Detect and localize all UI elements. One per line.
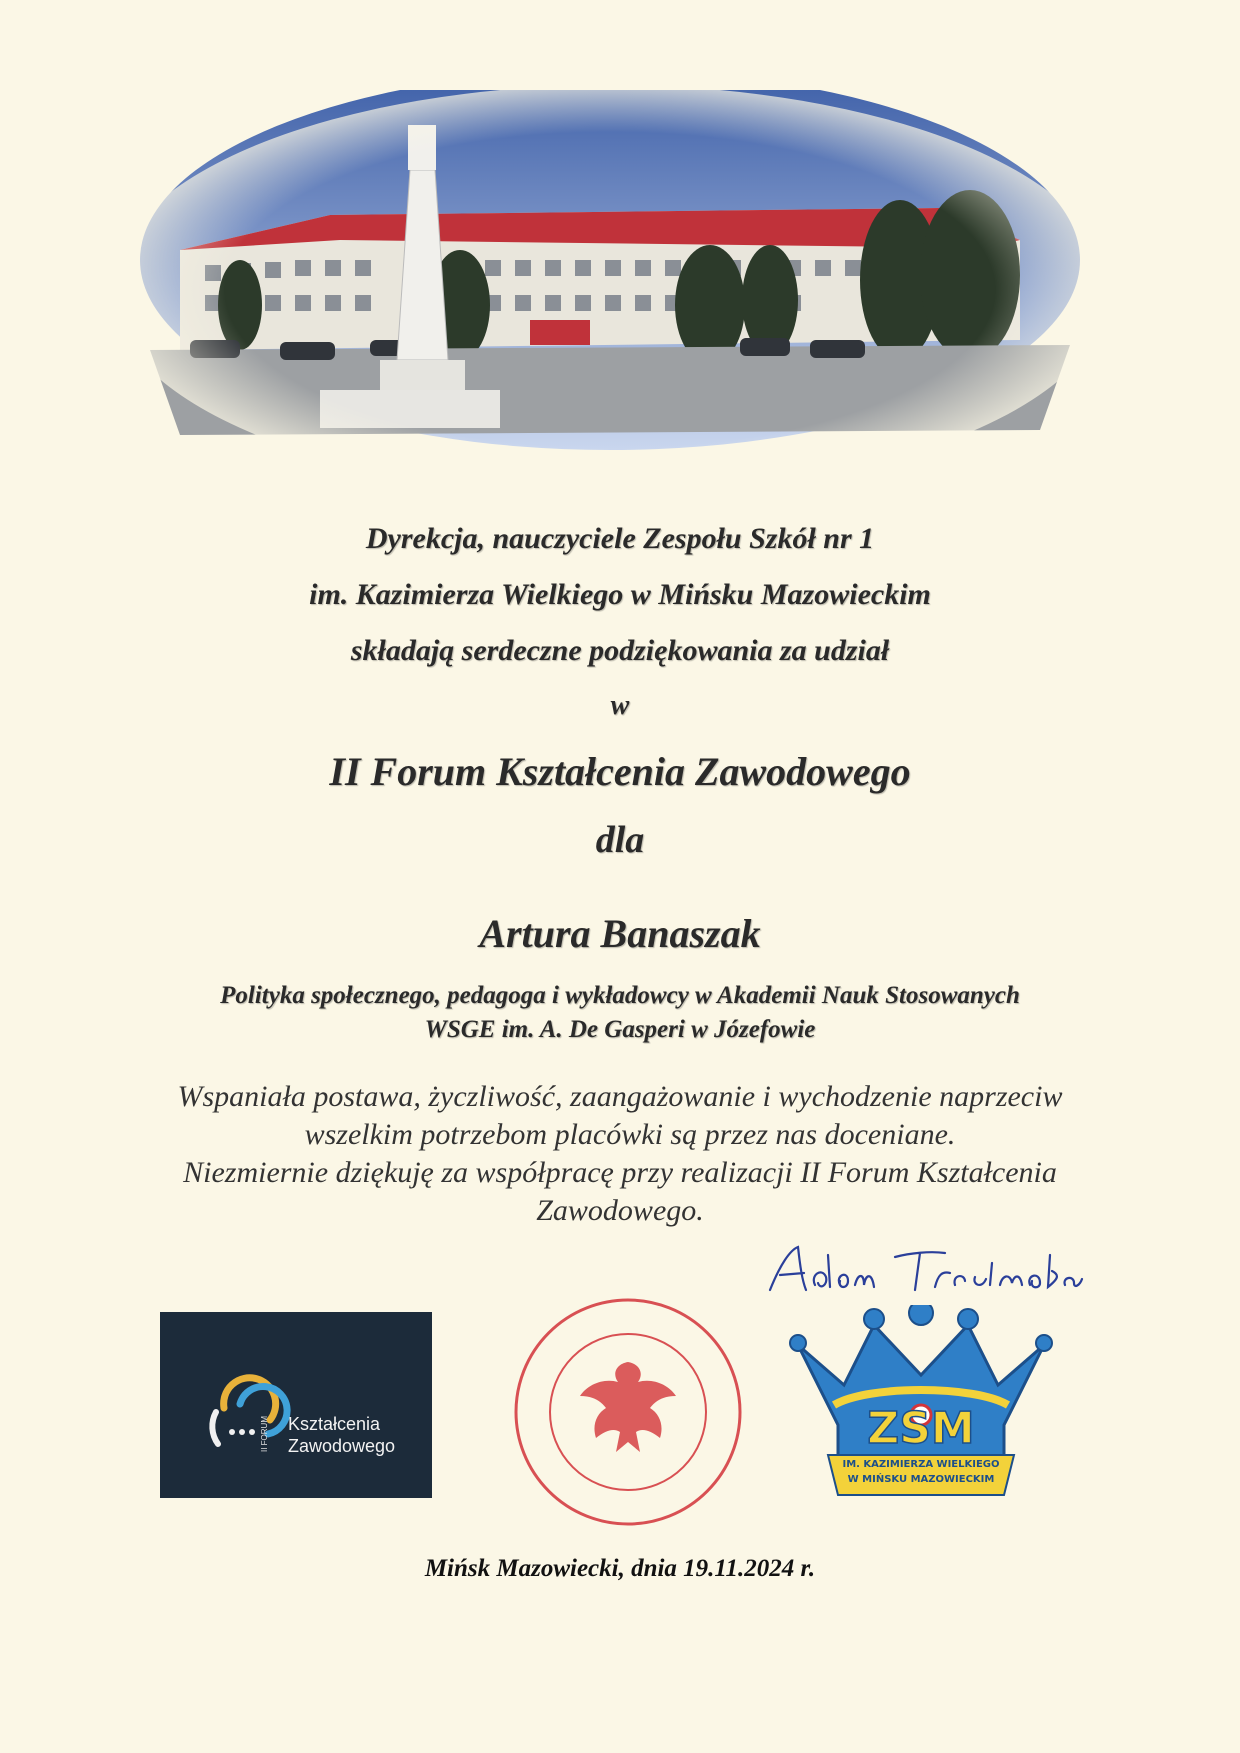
for-label: dla xyxy=(595,819,645,861)
intro-line-3: składają serdeczne podziękowania za udział xyxy=(350,634,890,667)
message-line-2: wszelkim potrzebom placówki są przez nas doceniane. xyxy=(304,1118,956,1151)
school-crest xyxy=(778,1305,1064,1500)
school-building-photo xyxy=(110,90,1110,490)
crest-caption: IM. KAZIMIERZA WIELKIEGO W MIŃSKU MAZOWIECKIM xyxy=(842,1459,1000,1485)
signature xyxy=(760,1235,1090,1305)
school-stamp xyxy=(508,1292,748,1532)
intro-line-4: w xyxy=(610,690,630,721)
message-line-1: Wspaniała postawa, życzliwość, zaangażowanie i wychodzenie naprzeciw xyxy=(177,1080,1063,1113)
crest-letters: ZSM xyxy=(867,1403,975,1454)
recipient-description-2: WSGE im. A. De Gasperi w Józefowie xyxy=(424,1016,816,1043)
stamp-text xyxy=(531,1512,726,1523)
recipient-description-1: Polityka społecznego, pedagoga i wykładowcy w Akademii Nauk Stosowanych xyxy=(220,982,1020,1009)
forum-logo-icon xyxy=(160,1312,432,1498)
forum-logo-prefix: II FORUM xyxy=(260,1416,269,1452)
forum-logo xyxy=(160,1312,432,1498)
place-date: Mińsk Mazowiecki, dnia 19.11.2024 r. xyxy=(424,1555,816,1582)
eagle-icon xyxy=(580,1362,676,1452)
intro-line-1: Dyrekcja, nauczyciele Zespołu Szkół nr 1 xyxy=(365,522,875,555)
intro-line-2: im. Kazimierza Wielkiego w Mińsku Mazowieckim xyxy=(309,578,931,611)
recipient-name: Artura Banaszak xyxy=(479,911,761,956)
forum-logo-line2: Zawodowego xyxy=(288,1436,396,1456)
message-line-4: Zawodowego. xyxy=(536,1194,704,1227)
forum-logo-line1: Kształcenia xyxy=(288,1414,381,1434)
message-line-3: Niezmiernie dziękuję za współpracę przy realizacji II Forum Kształcenia xyxy=(183,1156,1057,1189)
event-title: II Forum Kształcenia Zawodowego xyxy=(329,749,911,794)
